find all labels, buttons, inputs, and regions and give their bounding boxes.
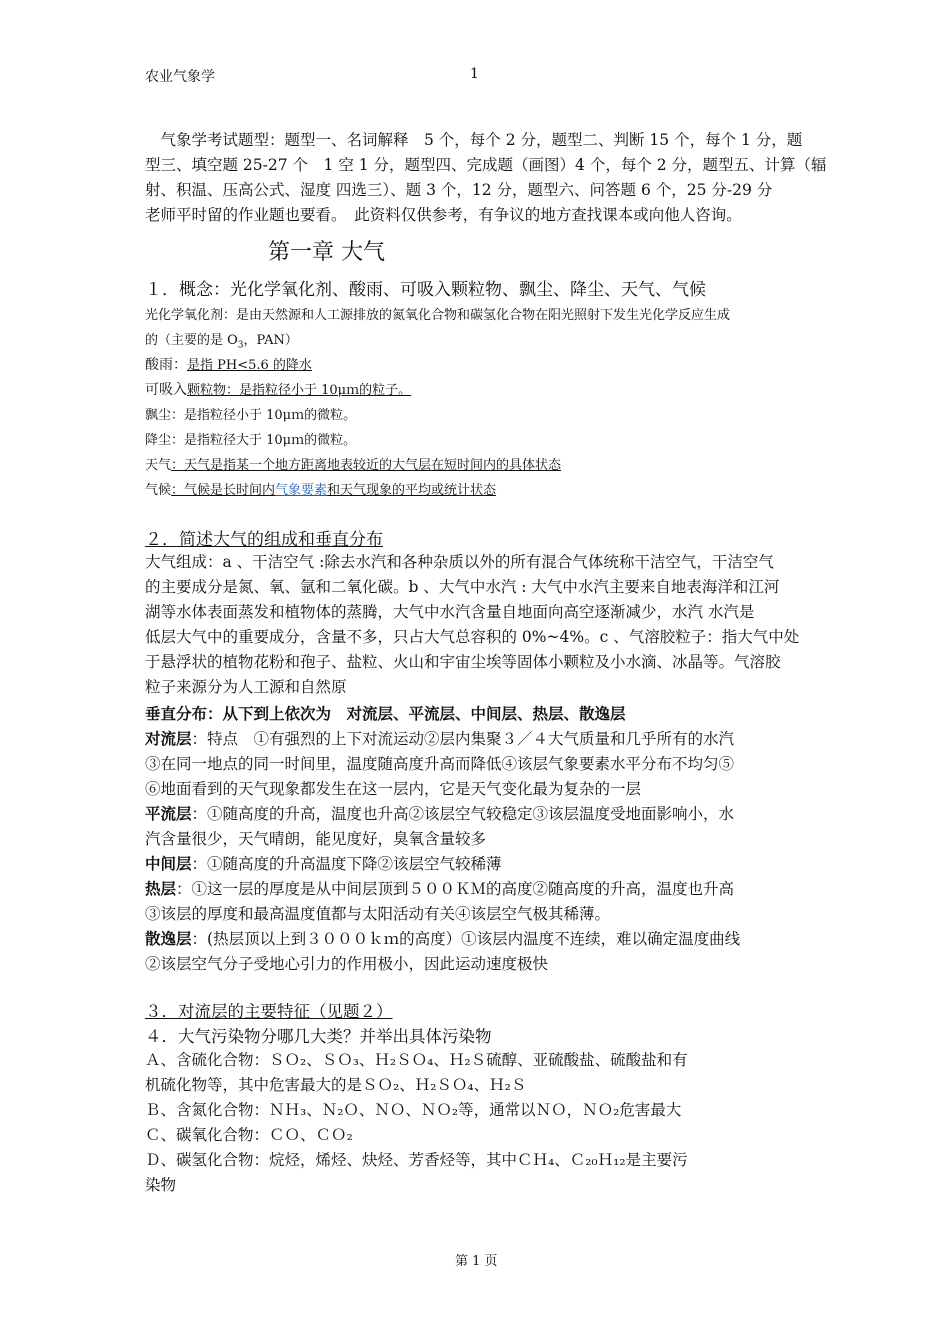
- meteorological-elements-link[interactable]: 气象要素: [275, 483, 328, 498]
- q4-heading: ４．大气污染物分哪几大类？并举出具体污染物: [145, 1027, 492, 1046]
- thermosphere-label: 热层: [145, 879, 177, 898]
- pollutant-line: Ｂ、含氮化合物：ＮＨ₃、Ｎ₂Ｏ、ＮＯ、ＮＯ₂等，通常以ＮＯ，ＮＯ₂危害最大: [145, 1101, 682, 1119]
- exosphere-text: ：(热层顶以上到３０００ｋｍ的高度）①该层内温度不连续，难以确定温度曲线: [191, 930, 741, 948]
- troposphere-line: [145, 727, 734, 749]
- pollutant-line: Ｄ、碳氢化合物：烷烃，烯烃、炔烃、芳香烃等，其中ＣＨ₄、Ｃ₂₀Ｈ₁₂是主要污: [145, 1151, 688, 1169]
- thermosphere-text: ：①这一层的厚度是从中间层顶到５００ＫＭ的高度②随高度的升高，温度也升高: [176, 880, 735, 898]
- intro-line: 气象学考试题型：题型一、名词解释 5 个，每个 2 分，题型二、判断 15 个，每个 1 分，题: [145, 131, 803, 149]
- inhalable-term: 可吸入: [145, 382, 187, 398]
- troposphere-line: ⑥地面看到的天气现象都发生在这一层内，它是天气变化最为复杂的一层: [145, 780, 642, 798]
- fall-dust-def: 降尘：是指粒径大于 10μｍ的微粒。: [145, 433, 357, 448]
- intro-line: 老师平时留的作业题也要看。 此资料仅供参考，有争议的地方查找课本或向他人咨询。: [145, 206, 742, 224]
- stratosphere-label: 平流层: [145, 804, 192, 823]
- exosphere-label: 散逸层: [145, 929, 192, 948]
- composition-line: 湖等水体表面蒸发和植物体的蒸腾，大气中水汽含量自地面向高空逐渐减少，水汽 水汽是: [145, 603, 755, 621]
- photochem-text-a: 的（主要的是 O: [145, 333, 238, 348]
- mesosphere-text: ：①随高度的升高温度下降②该层空气较稀薄: [191, 855, 502, 873]
- weather-def: [145, 454, 561, 473]
- stratosphere-line: [145, 802, 734, 824]
- stratosphere-text: ：①随高度的升高，温度也升高②该层空气较稳定③该层温度受地面影响小，水: [191, 805, 735, 823]
- stratosphere-line: 汽含量很少，天气晴朗，能见度好，臭氧含量较多: [145, 830, 487, 848]
- chapter-title: 第一章 大气: [268, 240, 385, 265]
- troposphere-text: ：特点 ①有强烈的上下对流运动②层内集聚３／４大气质量和几乎所有的水汽: [191, 730, 735, 748]
- acid-rain-text: 是指 PH<5.6 的降水: [187, 358, 312, 373]
- float-dust-def: 飘尘：是指粒径小于 10μｍ的微粒。: [145, 408, 357, 423]
- troposphere-label: 对流层: [145, 729, 192, 748]
- climate-text-a: ：气候是长时间内: [171, 483, 276, 498]
- composition-line: 粒子来源分为人工源和自然原: [145, 678, 347, 696]
- page-footer: 第 1 页: [455, 1254, 498, 1269]
- header-title: 农业气象学: [145, 69, 215, 85]
- intro-line: 射、积温、压高公式、湿度 四选三）、题 3 个，12 分，题型六、问答题 6 个，25 分-29 分: [145, 181, 773, 199]
- troposphere-line: ③在同一地点的同一时间里，温度随高度升高而降低④该层气象要素水平分布不均匀⑤: [145, 755, 735, 773]
- pollutant-line: 染物: [145, 1176, 177, 1194]
- exosphere-line: [145, 927, 740, 949]
- inhalable-text: 颗粒物：是指粒径小于 10μｍ的粒子。: [187, 383, 412, 398]
- acid-rain-def: [145, 354, 312, 374]
- photochem-text-b: ，PAN）: [243, 333, 298, 348]
- q1-heading: １．概念：光化学氧化剂、酸雨、可吸入颗粒物、飘尘、降尘、天气、气候: [145, 280, 706, 300]
- q3-heading: ３．对流层的主要特征（见题２）: [145, 1002, 393, 1021]
- composition-line: 大气组成：a 、干洁空气 :除去水汽和各种杂质以外的所有混合气体统称干洁空气，干洁空气: [145, 553, 774, 571]
- photochem-subscript: 3: [237, 340, 244, 351]
- acid-rain-term: 酸雨：: [145, 357, 187, 373]
- pollutant-line: 机硫化物等，其中危害最大的是ＳＯ₂、Ｈ₂ＳＯ₄、Ｈ₂Ｓ: [145, 1076, 527, 1094]
- pollutant-line: Ａ、含硫化合物：ＳＯ₂、ＳＯ₃、Ｈ₂ＳＯ₄、Ｈ₂Ｓ硫醇、亚硫酸盐、硫酸盐和有: [145, 1051, 688, 1069]
- climate-term: 气候: [145, 483, 172, 498]
- intro-line: 型三、填空题 25-27 个 1 空 1 分，题型四、完成题（画图）4 个，每个 2 分，题型五、计算（辐: [145, 156, 827, 174]
- vertical-distribution-heading: 垂直分布：从下到上依次为 对流层、平流层、中间层、热层、散逸层: [145, 704, 626, 723]
- header-page-number: 1: [470, 66, 479, 82]
- composition-line: 低层大气中的重要成分，含量不多，只占大气总容积的 0%~4%。c 、气溶胶粒子：指大气中处: [145, 628, 800, 646]
- photochem-def-line2: [145, 329, 298, 351]
- inhalable-def: [145, 379, 411, 399]
- composition-line: 的主要成分是氮、氧、氩和二氧化碳。b 、大气中水汽 : 大气中水汽主要来自地表海洋和江河: [145, 578, 780, 596]
- mesosphere-line: [145, 852, 502, 874]
- mesosphere-label: 中间层: [145, 854, 192, 873]
- composition-line: 于悬浮状的植物花粉和孢子、盐粒、火山和宇宙尘埃等固体小颗粒及小水滴、冰晶等。气溶胶: [145, 653, 781, 671]
- thermosphere-line: [145, 877, 734, 899]
- climate-def: [145, 479, 496, 498]
- weather-term: 天气: [145, 458, 172, 473]
- q2-heading: ２．简述大气的组成和垂直分布: [145, 530, 383, 550]
- weather-text: ：天气是指某一个地方距离地表较近的大气层在短时间内的具体状态: [171, 458, 562, 473]
- climate-text-b: 和天气现象的平均或统计状态: [327, 483, 497, 498]
- photochem-def-line1: 光化学氧化剂：是由天然源和人工源排放的氮氧化合物和碳氢化合物在阳光照射下发生光化学反应生成: [145, 308, 731, 323]
- exosphere-line: ②该层空气分子受地心引力的作用极小，因此运动速度极快: [145, 955, 549, 973]
- thermosphere-line: ③该层的厚度和最高温度值都与太阳活动有关④该层空气极其稀薄。: [145, 905, 611, 923]
- pollutant-line: Ｃ、碳氧化合物：ＣＯ、ＣＯ₂: [145, 1126, 353, 1144]
